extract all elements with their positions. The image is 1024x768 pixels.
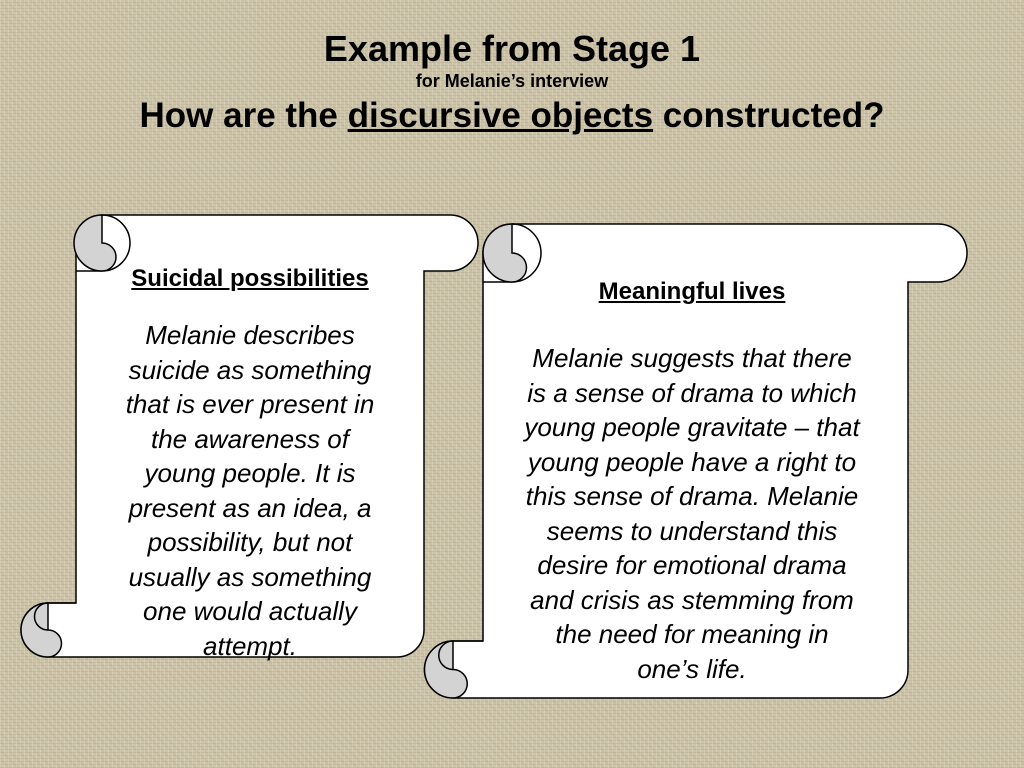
body-line: the awareness of — [150, 423, 349, 454]
body-line: young people. It is — [144, 458, 356, 488]
body-line: Melanie describes — [145, 320, 355, 350]
heading-suffix: constructed? — [653, 96, 885, 135]
scroll-body — [96, 318, 404, 663]
body-line: Melanie suggests that there — [532, 343, 852, 373]
heading-prefix: How are the — [139, 96, 348, 135]
scroll-body — [500, 341, 884, 686]
scroll-suicidal-possibilities — [96, 265, 404, 663]
body-line: seems to understand this — [546, 515, 838, 546]
scroll-meaningful-lives — [500, 278, 884, 686]
body-line: and crisis as stemming from — [530, 584, 854, 615]
body-line: suicide as something — [128, 354, 372, 385]
slide-title: Example from Stage 1 — [323, 28, 701, 69]
body-line: that is ever present in — [125, 389, 375, 419]
body-line: is a sense of drama to which — [527, 377, 857, 408]
body-line: present as an idea, a — [128, 492, 372, 523]
body-line: desire for emotional drama — [537, 550, 847, 580]
body-line: the need for meaning in — [555, 619, 829, 649]
body-line: usually as something — [128, 561, 372, 592]
slide-subtitle: for Melanie’s interview — [415, 71, 609, 91]
body-line: one’s life. — [637, 653, 747, 684]
body-line: possibility, but not — [147, 527, 353, 557]
body-line: this sense of drama. Melanie — [525, 481, 859, 511]
heading-emphasis: discursive objects — [347, 96, 654, 135]
body-line: young people gravitate – that — [524, 412, 860, 442]
body-line: one would actually — [143, 596, 357, 626]
scroll-title: Suicidal possibilities — [131, 265, 369, 292]
body-line: attempt. — [203, 630, 297, 661]
scroll-title: Meaningful lives — [598, 278, 786, 305]
body-line: young people have a right to — [527, 446, 857, 477]
